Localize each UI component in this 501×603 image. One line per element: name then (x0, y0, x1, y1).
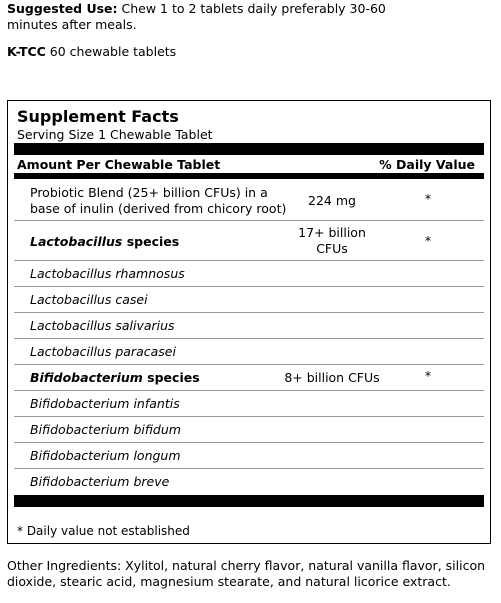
suggested-use-label: Suggested Use: (7, 1, 118, 16)
row-daily-value: * (424, 233, 432, 248)
facts-row (14, 261, 484, 287)
supplement-facts-panel (7, 100, 491, 544)
other-ingredients: Other Ingredients: Xylitol, natural cherry flavor, natural vanilla flavor, silicon dioxide, stearic acid, magnesium stearate, and natural licorice extract. (7, 558, 486, 589)
facts-row (14, 469, 484, 495)
facts-title: Supplement Facts (17, 107, 179, 126)
row-name-italic: Bifidobacterium (30, 370, 143, 385)
suggested-use-text: Chew 1 to 2 tablets daily preferably 30-60 minutes after meals. (7, 1, 386, 32)
row-name: Lactobacillus paracasei (30, 344, 176, 359)
row-name: Bifidobacterium infantis (30, 396, 180, 411)
facts-row (14, 339, 484, 365)
row-name: Lactobacillus casei (30, 292, 148, 307)
row-name: Lactobacillus salivarius (30, 318, 175, 333)
facts-row (14, 391, 484, 417)
row-name-suffix: species (142, 370, 200, 385)
divider-thick-bottom (14, 495, 484, 507)
row-name-italic: Lactobacillus (30, 234, 123, 249)
row-name: Bifidobacterium breve (30, 474, 170, 489)
facts-row (14, 313, 484, 339)
divider-thick-top (14, 143, 484, 155)
serving-size: Serving Size 1 Chewable Tablet (17, 127, 213, 142)
amount-header: Amount Per Chewable Tablet (17, 157, 221, 172)
row-name: Lactobacillus rhamnosus (30, 266, 185, 281)
row-name (30, 370, 200, 386)
row-amount: 17+ billion CFUs (298, 225, 366, 256)
row-name-suffix: species (122, 234, 180, 249)
facts-row (14, 443, 484, 469)
facts-row-probiotic-blend (14, 179, 484, 221)
product-name: K-TCC (7, 44, 46, 59)
facts-row-lactobacillus-species (14, 221, 484, 261)
row-name: Bifidobacterium bifidum (30, 422, 181, 437)
facts-header (14, 155, 484, 174)
row-name (30, 234, 179, 250)
row-amount: 224 mg (308, 193, 356, 208)
footnote: * Daily value not established (17, 524, 190, 538)
daily-value-header: % Daily Value (379, 157, 475, 172)
row-name: Probiotic Blend (25+ billion CFUs) in a base of inulin (derived from chicory root) (30, 185, 287, 216)
row-daily-value: * (424, 191, 432, 206)
suggested-use (7, 1, 387, 33)
row-daily-value: * (424, 368, 432, 383)
product-line (7, 44, 176, 60)
facts-rows (14, 179, 484, 495)
row-amount: 8+ billion CFUs (284, 370, 380, 385)
facts-row (14, 417, 484, 443)
product-description: 60 chewable tablets (45, 44, 177, 59)
facts-row-bifidobacterium-species (14, 365, 484, 391)
row-name: Bifidobacterium longum (30, 448, 181, 463)
facts-row (14, 287, 484, 313)
